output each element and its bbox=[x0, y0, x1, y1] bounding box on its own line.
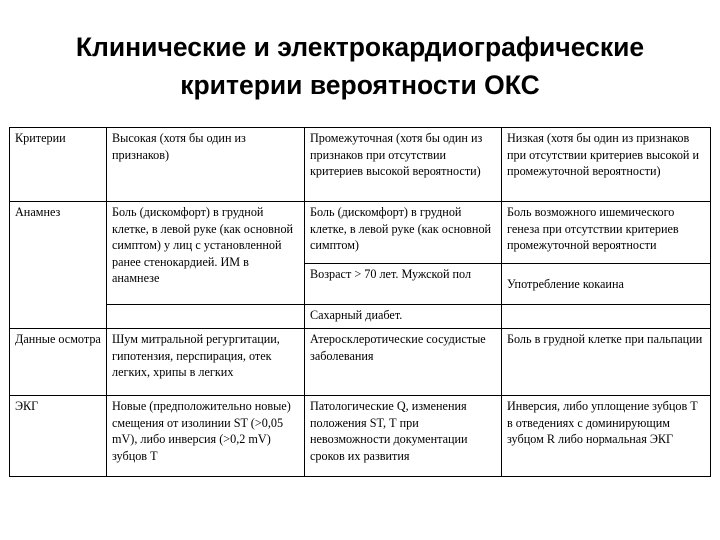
exam-row bbox=[10, 329, 711, 396]
exam-intermediate: Атеросклеротические сосудистые заболевания bbox=[305, 329, 502, 396]
anamnesis-high: Боль (дискомфорт) в грудной клетке, в левой руке (как основной симптом) у лиц с установленной ранее стенокардией. ИМ в анамнезе bbox=[107, 202, 305, 305]
anamnesis-low-empty bbox=[502, 305, 711, 329]
header-row bbox=[10, 128, 711, 202]
anamnesis-intermediate-1: Боль (дискомфорт) в грудной клетке, в левой руке (как основной симптом) bbox=[305, 202, 502, 264]
header-low: Низкая (хотя бы один из признаков при отсутствии критериев высокой и промежуточной вероятности) bbox=[502, 128, 711, 202]
exam-label: Данные осмотра bbox=[10, 329, 107, 396]
title-line-1: Клинические и электрокардиографические bbox=[75, 32, 645, 62]
ekg-low: Инверсия, либо уплощение зубцов Т в отведениях с доминирующим зубцом R либо нормальная ЭКГ bbox=[502, 396, 711, 477]
anamnesis-intermediate-3: Сахарный диабет. bbox=[305, 305, 502, 329]
header-high: Высокая (хотя бы один из признаков) bbox=[107, 128, 305, 202]
ekg-high: Новые (предположительно новые) смещения от изолинии ST (>0,05 mV), либо инверсия (>0,2 mV) зубцов Т bbox=[107, 396, 305, 477]
ekg-label: ЭКГ bbox=[10, 396, 107, 477]
anamnesis-row bbox=[10, 202, 711, 264]
anamnesis-intermediate-2: Возраст > 70 лет. Мужской пол bbox=[305, 264, 502, 305]
anamnesis-label: Анамнез bbox=[10, 202, 107, 329]
header-intermediate: Промежуточная (хотя бы один из признаков при отсутствии критериев высокой вероятности) bbox=[305, 128, 502, 202]
header-criteria: Критерии bbox=[10, 128, 107, 202]
criteria-table bbox=[9, 127, 711, 477]
anamnesis-row-3 bbox=[10, 305, 711, 329]
anamnesis-low-2: Употребление кокаина bbox=[502, 264, 711, 305]
title-line-2: критерии вероятности ОКС bbox=[180, 70, 540, 100]
ekg-row bbox=[10, 396, 711, 477]
anamnesis-high-empty bbox=[107, 305, 305, 329]
exam-low: Боль в грудной клетке при пальпации bbox=[502, 329, 711, 396]
page-title bbox=[0, 28, 720, 104]
anamnesis-low-1: Боль возможного ишемического генеза при отсутствии критериев промежуточной вероятности bbox=[502, 202, 711, 264]
exam-high: Шум митральной регургитации, гипотензия, перспирация, отек легких, хрипы в легких bbox=[107, 329, 305, 396]
ekg-intermediate: Патологические Q, изменения положения ST, Т при невозможности документации сроков их развития bbox=[305, 396, 502, 477]
